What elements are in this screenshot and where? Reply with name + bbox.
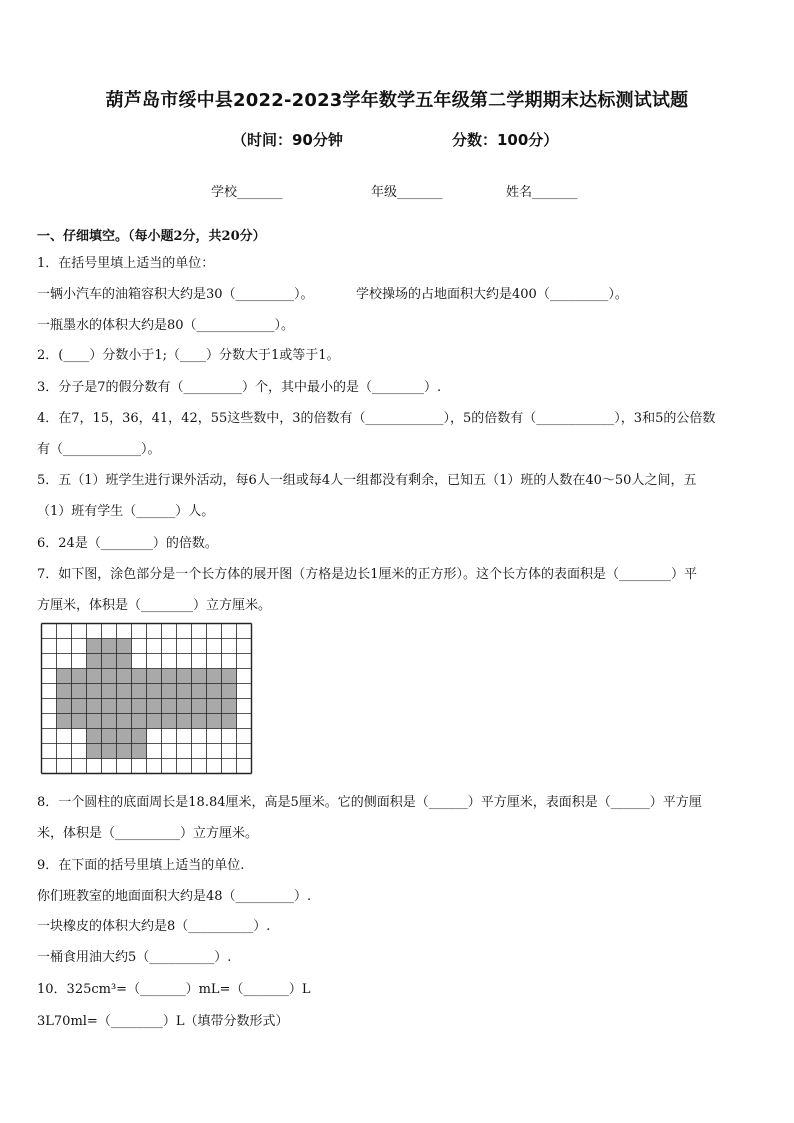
q1-item-c: 一瓶墨水的体积大约是80（____________）。: [37, 318, 295, 333]
q6: 6．24是（________）的倍数。: [37, 536, 218, 551]
q9-item-a: 你们班教室的地面面积大约是48（_________）.: [37, 889, 312, 904]
shaded-cell: [222, 669, 237, 684]
shaded-cell: [147, 714, 162, 729]
shaded-cell: [207, 714, 222, 729]
section-heading: 一、仔细填空。（每小题2分，共20分）: [37, 229, 266, 244]
shaded-cell: [117, 639, 132, 654]
shaded-cell: [72, 669, 87, 684]
shaded-cell: [102, 714, 117, 729]
shaded-cell: [192, 669, 207, 684]
q2: 2．(____）分数小于1;（____）分数大于1或等于1。: [37, 348, 340, 363]
shaded-cell: [102, 744, 117, 759]
grade-field: 年级_______: [371, 185, 443, 200]
q3: 3．分子是7的假分数有（_________）个，其中最小的是（________）.: [37, 380, 442, 395]
q9-stem: 9．在下面的括号里填上适当的单位.: [37, 858, 245, 873]
shaded-cell: [87, 744, 102, 759]
q9-item-c: 一桶食用油大约5（__________）.: [37, 950, 232, 965]
shaded-cell: [102, 729, 117, 744]
shaded-cell: [177, 699, 192, 714]
shaded-cell: [147, 699, 162, 714]
shaded-cell: [117, 699, 132, 714]
shaded-cell: [87, 714, 102, 729]
shaded-cell: [117, 714, 132, 729]
q4-line-2: 有（____________）。: [37, 442, 161, 457]
shaded-cell: [222, 714, 237, 729]
shaded-cell: [132, 729, 147, 744]
shaded-cell: [57, 699, 72, 714]
shaded-cell: [177, 684, 192, 699]
shaded-cell: [57, 684, 72, 699]
q10-item-a: 10．325cm³=（_______）mL=（_______）L: [37, 982, 311, 997]
shaded-cell: [132, 714, 147, 729]
shaded-cell: [117, 654, 132, 669]
shaded-cell: [72, 699, 87, 714]
school-field: 学校_______: [211, 185, 283, 200]
q10-item-b: 3L70ml=（________）L（填带分数形式）: [37, 1014, 289, 1029]
q1-stem: 1．在括号里填上适当的单位：: [37, 256, 215, 271]
shaded-cell: [222, 699, 237, 714]
shaded-cell: [57, 669, 72, 684]
shaded-cell: [132, 744, 147, 759]
q5-line-1: 5．五（1）班学生进行课外活动，每6人一组或每4人一组都没有剩余，已知五（1）班的人数在40～50人之间，五: [37, 473, 697, 488]
shaded-cell: [87, 729, 102, 744]
shaded-cell: [57, 714, 72, 729]
shaded-cell: [207, 699, 222, 714]
shaded-cell: [192, 684, 207, 699]
q4-line-1: 4．在7，15，36，41，42，55这些数中，3的倍数有（____________），5的倍数有（____________），3和5的公倍数: [37, 411, 716, 426]
shaded-cell: [87, 639, 102, 654]
shaded-cell: [102, 654, 117, 669]
shaded-cell: [162, 699, 177, 714]
shaded-cell: [72, 714, 87, 729]
exam-score: 分数：100分）: [452, 131, 559, 149]
shaded-cell: [102, 669, 117, 684]
shaded-cell: [117, 684, 132, 699]
page-title: 葫芦岛市绥中县2022-2023学年数学五年级第二学期期末达标测试试题: [105, 90, 689, 111]
shaded-cell: [117, 744, 132, 759]
q7-line-2: 方厘米，体积是（________）立方厘米。: [37, 598, 272, 613]
shaded-cell: [162, 669, 177, 684]
name-field: 姓名_______: [506, 185, 578, 200]
shaded-cell: [162, 714, 177, 729]
shaded-cell: [132, 699, 147, 714]
shaded-cell: [192, 714, 207, 729]
shaded-cell: [87, 699, 102, 714]
shaded-cell: [177, 714, 192, 729]
unfolded-cuboid-grid-figure: [40, 622, 253, 775]
shaded-cell: [147, 669, 162, 684]
shaded-cell: [72, 684, 87, 699]
shaded-cell: [162, 684, 177, 699]
shaded-cell: [192, 699, 207, 714]
q5-line-2: （1）班有学生（______）人。: [37, 504, 215, 519]
q7-line-1: 7．如下图，涂色部分是一个长方体的展开图（方格是边长1厘米的正方形）。这个长方体的表面积是（________）平: [37, 567, 698, 582]
shaded-cell: [117, 669, 132, 684]
shaded-cell: [117, 729, 132, 744]
shaded-cell: [222, 684, 237, 699]
q8-line-2: 米，体积是（__________）立方厘米。: [37, 826, 259, 841]
shaded-cell: [87, 684, 102, 699]
q1-item-a: 一辆小汽车的油箱容积大约是30（_________）。: [37, 287, 314, 302]
q9-item-b: 一块橡皮的体积大约是8（__________）.: [37, 919, 271, 934]
shaded-cell: [177, 669, 192, 684]
shaded-cell: [147, 684, 162, 699]
shaded-cell: [132, 669, 147, 684]
shaded-cell: [207, 684, 222, 699]
shaded-cell: [87, 669, 102, 684]
shaded-cell: [102, 699, 117, 714]
shaded-cell: [132, 684, 147, 699]
shaded-cell: [102, 639, 117, 654]
shaded-cell: [102, 684, 117, 699]
shaded-cell: [87, 654, 102, 669]
shaded-cell: [207, 669, 222, 684]
exam-time: （时间：90分钟: [232, 131, 343, 149]
q8-line-1: 8．一个圆柱的底面周长是18.84厘米，高是5厘米。它的侧面积是（______）平方厘米，表面积是（______）平方厘: [37, 795, 702, 810]
q1-item-b: 学校操场的占地面积大约是400（_________）。: [356, 287, 628, 302]
